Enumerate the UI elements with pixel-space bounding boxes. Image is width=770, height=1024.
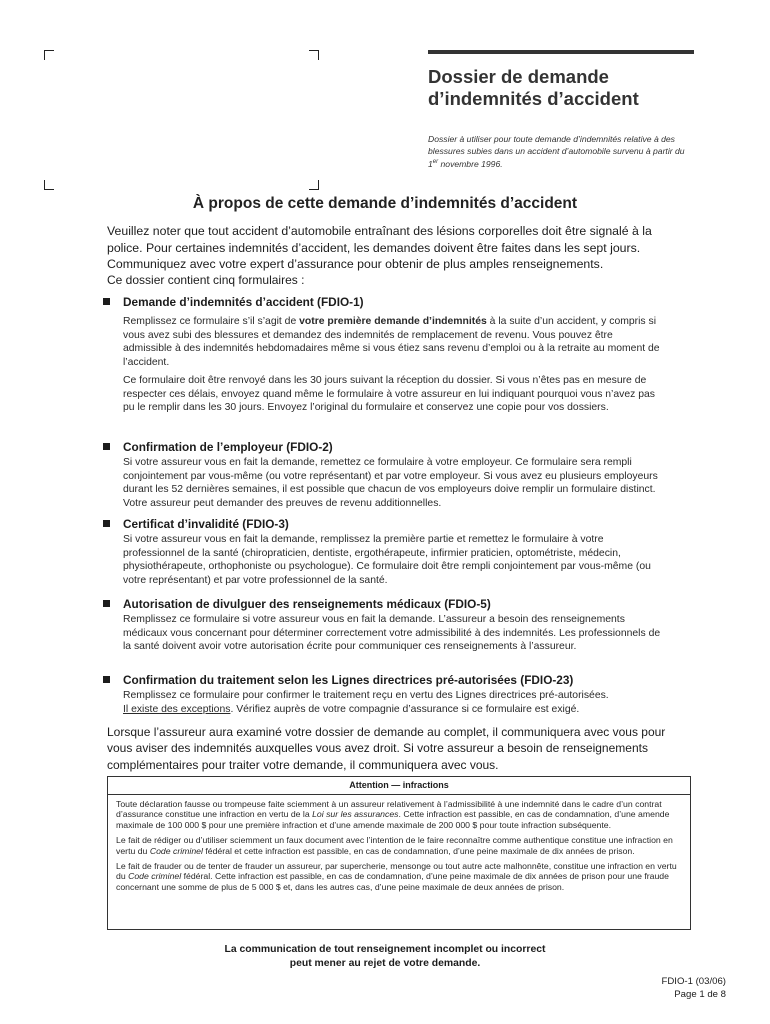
subtitle-superscript: er [432,159,439,165]
contains-statement: Ce dossier contient cinq formulaires : [107,273,305,287]
text-run: fédéral et cette infraction est passible, en cas de condamnation, d’une peine maximale de dix années de prison. [202,845,635,856]
section-heading: À propos de cette demande d’indemnités d’accident [192,195,578,212]
page-number: Page 1 de 8 [674,988,726,1000]
form-item-line: . Vérifiez auprès de votre compagnie d’assurance si ce formulaire est exigé. [230,703,580,715]
form-item-title: Certificat d’invalidité (FDIO-3) [123,517,289,531]
form-item-fdio-23 [103,673,663,716]
emphasis-text: votre première demande d’indemnités [299,316,487,327]
attention-paragraph [116,861,682,892]
attention-box [107,776,691,930]
text-run: Remplissez ce formulaire s’il s’agit de [123,316,300,327]
crop-mark-top-left [44,50,54,60]
warning-notice [0,943,770,971]
form-item-title: Confirmation de l’employeur (FDIO-2) [123,440,333,454]
subtitle-text: Dossier à utiliser pour toute demande d’indemnités relative à des blessures subies dans un accident d’automobile survenu à partir du 1 [428,134,685,169]
form-item-line: Remplissez ce formulaire pour confirmer le traitement reçu en vertu des Lignes directrices pré-autorisées. [123,690,609,701]
bullet-icon [103,520,110,527]
bullet-icon [103,676,110,683]
form-id: FDIO-1 (03/06) [661,976,726,987]
form-item-title: Demande d’indemnités d’accident (FDIO-1) [123,295,364,309]
attention-title: Attention — infractions [108,777,690,795]
form-item-paragraph [123,315,663,370]
form-item-body: Si votre assureur vous en fait la demande, remettez ce formulaire à votre employeur. Ce formulaire sera rempli conjointement par vous-même (ou votre représentant) et par votre employeur. Si vous avez eu plusieurs employeurs durant les 52 dernières semaines, il est possible que chacun de vos employeurs doive remplir un formulaire distinct. Votre assureur peut demander des preuves de revenu additionnelles. [123,457,658,510]
italic-text: Loi sur les assurances [312,809,399,820]
form-title-line1: Dossier de demande [428,66,609,87]
form-subtitle [428,134,694,170]
bullet-icon [103,298,110,305]
crop-mark-top-right [309,50,319,60]
form-item-fdio-1 [103,295,663,419]
form-item-body: Si votre assureur vous en fait la demande, remplissez la première partie et remettez le formulaire à votre professionnel de la santé (chiropraticien, dentiste, ergothérapeute, infirmier praticien, optométriste, médecin, physiothérapeute, orthophoniste ou psychologue). Ce formulaire doit être rempli conjointement par vous-même (ou votre représentant) et par votre professionnel de la santé. [123,534,651,587]
exceptions-link[interactable]: Il existe des exceptions [123,703,231,715]
form-item-paragraph: Ce formulaire doit être renvoyé dans les 30 jours suivant la réception du dossier. Si vous n’êtes pas en mesure de respecter ces délais, envoyez quand même le formulaire à votre assureur en lui indiquant pourquoi vous n’avez pas pu le remplir dans les 30 jours. Envoyez l’original du formulaire et conservez une copie pour vos dossiers. [123,374,655,414]
text-run: à la suite d’un accident, y compris si vous avez subi des blessures et demandez des indemnités de remplacement de revenu. Vous pouvez être admissible à des indemnités hebdomadaires même si vous étiez sans revenu d’emploi ou à la retraite au moment de l’accident. [123,316,660,369]
form-item-body [123,315,663,415]
italic-text: Code criminel [149,845,203,856]
warning-line: La communication de tout renseignement incomplet ou incorrect [224,944,546,955]
form-item-fdio-3 [103,517,663,588]
text-run: fédéral. Cette infraction est passible, en cas de condamnation, d’une peine maximale de dix années de prison pour une fraude concernant une somme de plus de 5 000 $ et, dans les autres cas, d’une peine maximale de deux années de prison. [116,871,669,892]
outro-paragraph: Lorsque l’assureur aura examiné votre dossier de demande au complet, il communiquera avec vous pour vous aviser des indemnités auxquelles vous avez droit. Si votre assureur a besoin de renseignements complémentaires pour traiter votre demande, il communiquera avec vous. [107,725,666,772]
text-run: Toute déclaration fausse ou trompeuse faite sciemment à un assureur relativement à l’admissibilité à une indemnité dans le cadre d’un contrat d’assurance constitue une infraction en vertu de la [116,799,662,820]
warning-line: peut mener au rejet de votre demande. [289,958,481,969]
bullet-icon [103,443,110,450]
text-run: . Cette infraction est passible, en cas de condamnation, d’une amende maximale de 100 000 $ pour une première infraction et d’une amende maximale de 200 000 $ pour toute infraction subséquente. [116,809,670,830]
attention-paragraph [116,835,682,856]
text-run: Le fait de frauder ou de tenter de frauder un assureur, par supercherie, mensonge ou tout autre acte malhonnête, constitue une infraction en vertu du [116,861,677,882]
form-item-body: Remplissez ce formulaire si votre assureur vous en fait la demande. L’assureur a besoin des renseignements médicaux vous concernant pour déterminer correctement votre admissibilité à des indemnités. Les professionnels de la santé doivent avoir votre autorisation écrite pour communiquer ces renseignements à l’assureur. [123,614,661,653]
form-item-fdio-5 [103,597,663,654]
text-run: Le fait de rédiger ou d’utiliser sciemment un faux document avec l’intention de le faire reconnaître comme authentique constitue une infraction en vertu du [116,835,673,856]
attention-body [108,795,690,892]
form-item-body [123,689,663,716]
subtitle-text-end: novembre 1996. [438,158,503,169]
italic-text: Code criminel [128,871,182,882]
form-title-line2: d’indemnités d’accident [428,88,639,109]
attention-paragraph [116,799,682,830]
form-item-title: Confirmation du traitement selon les Lignes directrices pré-autorisées (FDIO-23) [123,673,574,687]
form-item-fdio-2 [103,440,663,511]
crop-mark-bottom-right [309,180,319,190]
bullet-icon [103,600,110,607]
title-block [428,50,694,170]
form-item-title: Autorisation de divulguer des renseignements médicaux (FDIO-5) [123,597,491,611]
crop-mark-bottom-left [44,180,54,190]
page-footer [661,976,726,1001]
intro-paragraph: Veuillez noter que tout accident d’automobile entraînant des lésions corporelles doit être signalé à la police. Pour certaines indemnités d’accident, les demandes doivent être faites dans les sept jours. Communiquez avec votre expert d’assurance pour obtenir de plus amples renseignements. [107,224,652,271]
form-title [428,66,694,110]
